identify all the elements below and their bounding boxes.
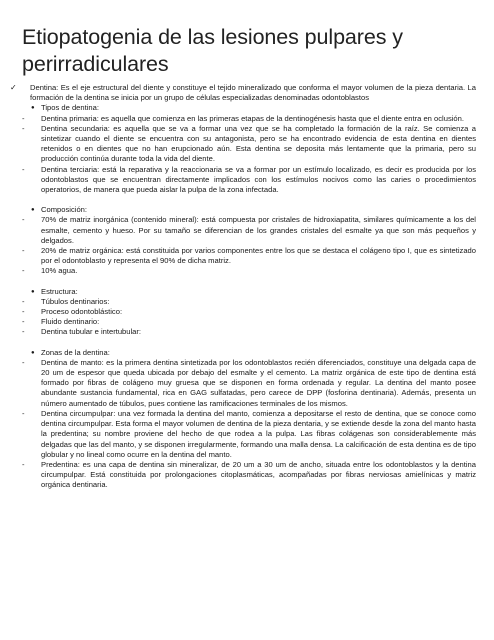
list-item [22, 307, 476, 317]
dash-icon: - [22, 307, 25, 317]
list-item [22, 215, 476, 246]
list-item-text: 10% agua. [41, 266, 78, 276]
bullet-icon: ● [31, 105, 35, 112]
section-heading-zonas [22, 348, 476, 358]
list-item [22, 297, 476, 307]
dash-icon: - [22, 266, 25, 276]
page-title: Etiopatogenia de las lesiones pulpares y perirradiculares [22, 25, 403, 76]
section-heading-estructura [22, 287, 476, 297]
list-item-text: Dentina de manto: es la primera dentina sintetizada por los odontoblastos recién diferenciados, constituye una delgada capa de 20 um de espesor que queda ubicada por debajo del esmalte y el cemento. La matriz orgánica de este tipo de dentina está formado por fibras de colágeno muy gruesa que se disponen en forma ordenada y regular. La dentina del manto posee abundante sustancia fundamental, rica en GAG sulfatadas, pero carece de DPP (fosforina dentinaria). Además, presenta un número aumentado de túbulos, pues contiene las ramificaciones terminales de los mismos. [41, 357, 476, 408]
spacer [22, 195, 476, 205]
list-item-text: Dentina tubular e intertubular: [41, 327, 142, 337]
spacer [22, 277, 476, 287]
dash-icon: - [22, 215, 25, 225]
dash-icon: - [22, 459, 25, 469]
section-heading-tipos [22, 103, 476, 113]
dash-icon: - [22, 113, 25, 123]
intro-text: Dentina: Es el eje estructural del diente y constituye el tejido mineralizado que conforma el mayor volumen de la pieza dentaria. La formación de la dentina se inicia por un grupo de células especializadas denominadas odontoblastos [30, 83, 476, 103]
list-item [22, 409, 476, 460]
list-item-text: Dentina secundaria: es aquella que se va a formar una vez que se ha completado la formación de la raíz. Se comienza a sintetizar cuando el diente se encuentra con su antagonista, pero se ha encontrado evidencia de esta dentina en dientes retenidos o en dientes que no han erupcionado aún. Esta dentina se deposita más lentamente que la primaria, pero su producción continúa durante toda la vida del diente. [41, 123, 476, 164]
section-heading-composicion [22, 205, 476, 215]
section-heading-text: Estructura: [41, 286, 78, 296]
dash-icon: - [22, 317, 25, 327]
list-item [22, 124, 476, 165]
list-item [22, 317, 476, 327]
list-item-text: Túbulos dentinarios: [41, 296, 110, 306]
dash-icon: - [22, 408, 25, 418]
list-item-text: 20% de matriz orgánica: está constituida por varios componentes entre los que se destaca el colágeno tipo I, que es sintetizado por el odontoblasto y representa el 90% de dicha matriz. [41, 246, 476, 266]
list-item-text: Proceso odontoblástico: [41, 307, 123, 317]
section-heading-text: Zonas de la dentina: [41, 347, 110, 357]
dash-icon: - [22, 164, 25, 174]
document-body [10, 83, 476, 491]
section-heading-text: Tipos de dentina: [41, 103, 99, 113]
list-item [22, 358, 476, 409]
dash-icon: - [22, 357, 25, 367]
list-item [22, 114, 476, 124]
list-item-text: Dentina terciaria: está la reparativa y la reaccionaria se va a formar por un estímulo localizado, es decir es producida por los odontoblastos que se encuentran directamente implicados con los estímulos nocivos como las caries o procedimientos operatorios, de manera que pueda aislar la pulpa de la zona infectada. [41, 164, 476, 195]
list-item [22, 246, 476, 266]
dash-icon: - [22, 327, 25, 337]
dash-icon: - [22, 296, 25, 306]
bullet-icon: ● [31, 207, 35, 214]
checkmark-icon: ✓ [10, 83, 17, 92]
dash-icon: - [22, 123, 25, 133]
list-item-text: Dentina primaria: es aquella que comienza en las primeras etapas de la dentinogénesis hasta que el diente entra en oclusión. [41, 113, 464, 123]
list-item-text: 70% de matriz inorgánica (contenido mineral): está compuesta por cristales de hidroxiapatita, similares químicamente a los del esmalte, cemento y hueso. Por su tamaño se diferencian de los grandes cristales del esmalte ya que son más pequeños y delgados. [41, 215, 476, 245]
dash-icon: - [22, 246, 25, 256]
bullet-icon: ● [31, 288, 35, 295]
list-item-text: Fluido dentinario: [41, 317, 100, 327]
list-item-text: Predentina: es una capa de dentina sin mineralizar, de 20 um a 30 um de ancho, situada entre los odontoblastos y la dentina circumpulpar. Está constituida por prolongaciones citoplasmáticas, acompañadas por fibras nerviosas amielínicas y matriz orgánica dentinaria. [41, 459, 476, 490]
list-item [22, 266, 476, 276]
list-item [22, 165, 476, 196]
spacer [22, 338, 476, 348]
list-item [22, 460, 476, 491]
list-item-text: Dentina circumpulpar: una vez formada la dentina del manto, comienza a depositarse el resto de dentina, que se conoce como dentina circumpulpar. Esta forma el mayor volumen de dentina de la pieza dentaria, y se extiende desde la zona del manto hasta la predentina; su nombre proviene del hecho de que rodea a la pulpa. Las fibras colágenas son considerablemente más delgadas que las del manto, y se disponen irregularmente, formando una malla densa. La calcificación de esta dentina es de tipo globular y no lineal como ocurre en la dentina del manto. [41, 408, 476, 459]
section-heading-text: Composición: [41, 205, 88, 215]
bullet-icon: ● [31, 349, 35, 356]
intro-paragraph [10, 83, 476, 103]
list-item [22, 327, 476, 337]
